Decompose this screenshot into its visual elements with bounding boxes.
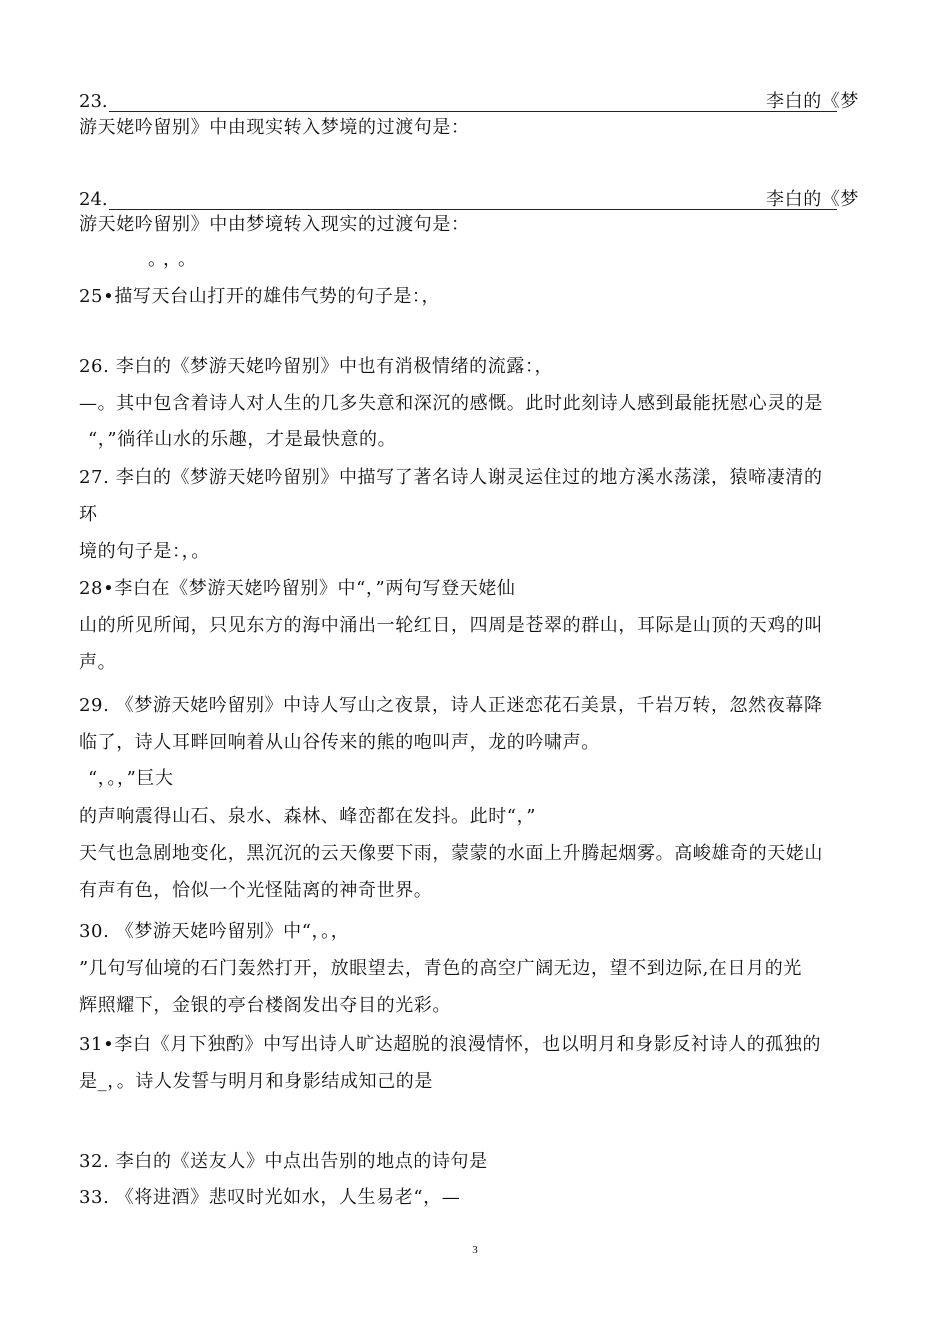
question-number: 23. [79,91,108,112]
question-23-text: 游天姥吟留别》中由现实转入梦境的过渡句是： [79,117,470,138]
question-26-line: 26. 李白的《梦游天姥吟留别》中也有消极情绪的流露：， [79,356,554,377]
question-text: 李白的《梦 [766,91,859,112]
question-31-line: 是_，。诗人发誓与明月和身影结成知己的是 [79,1071,433,1092]
question-25: 25•描写天台山打开的雄伟气势的句子是：， [79,286,441,307]
question-26-line: “，”徜徉山水的乐趣，才是最快意的。 [88,429,397,450]
question-text: 李白的《梦 [766,189,859,210]
question-27-line: 27. 李白的《梦游天姥吟留别》中描写了著名诗人谢灵运住过的地方溪水荡漾，猿啼凄清的 [79,467,823,488]
question-30-line: 辉照耀下，金银的亭台楼阁发出夺目的光彩。 [79,995,451,1016]
question-29-line: 的声响震得山石、泉水、森林、峰峦都在发抖。此时“，” [79,806,537,827]
question-28-line: 28•李白在《梦游天姥吟留别》中“，”两句写登天姥仙 [79,578,516,599]
question-29-line: 29. 《梦游天姥吟留别》中诗人写山之夜景，诗人正迷恋花石美景，千岩万转，忽然夜幕降 [79,695,823,716]
question-number: 24. [79,189,108,210]
question-24-punctuation: 。，。 [148,249,202,270]
question-27-line: 环 [79,504,98,525]
question-30-line: 30. 《梦游天姥吟留别》中“，。， [79,921,350,942]
question-31-line: 31•李白《月下独酌》中写出诗人旷达超脱的浪漫情怀，也以明月和身影反衬诗人的孤独的 [79,1034,822,1055]
question-23-blank-row [79,90,859,114]
question-27-line: 境的句子是：，。 [79,541,210,562]
question-24-text: 游天姥吟留别》中由梦境转入现实的过渡句是： [79,214,470,235]
question-28-line: 山的所见所闻，只见东方的海中涌出一轮红日，四周是苍翠的群山，耳际是山顶的天鸡的叫 [79,615,823,636]
question-24-blank-row [79,188,859,212]
question-29-line: 有声有色，恰似一个光怪陆离的神奇世界。 [79,880,433,901]
question-30-line: ”几句写仙境的石门轰然打开，放眼望去，青色的高空广阔无边，望不到边际,在日月的光 [79,958,802,979]
question-29-line: “，。，”巨大 [88,768,174,789]
answer-blank-line [109,209,837,210]
question-29-line: 天气也急剧地变化，黑沉沉的云天像要下雨，蒙蒙的水面上升腾起烟雾。高峻雄奇的天姥山 [79,843,823,864]
page-number: 3 [472,1244,478,1256]
question-29-line: 临了，诗人耳畔回响着从山谷传来的熊的咆叫声，龙的吟啸声。 [79,732,600,753]
question-26-line: —。其中包含着诗人对人生的几多失意和深沉的感慨。此时此刻诗人感到最能抚慰心灵的是 [79,393,823,414]
question-33: 33. 《将进酒》悲叹时光如水，人生易老“，— [79,1187,461,1208]
answer-blank-line [109,111,837,112]
question-28-line: 声。 [79,652,117,673]
question-32: 32. 李白的《送友人》中点出告别的地点的诗句是 [79,1151,488,1172]
